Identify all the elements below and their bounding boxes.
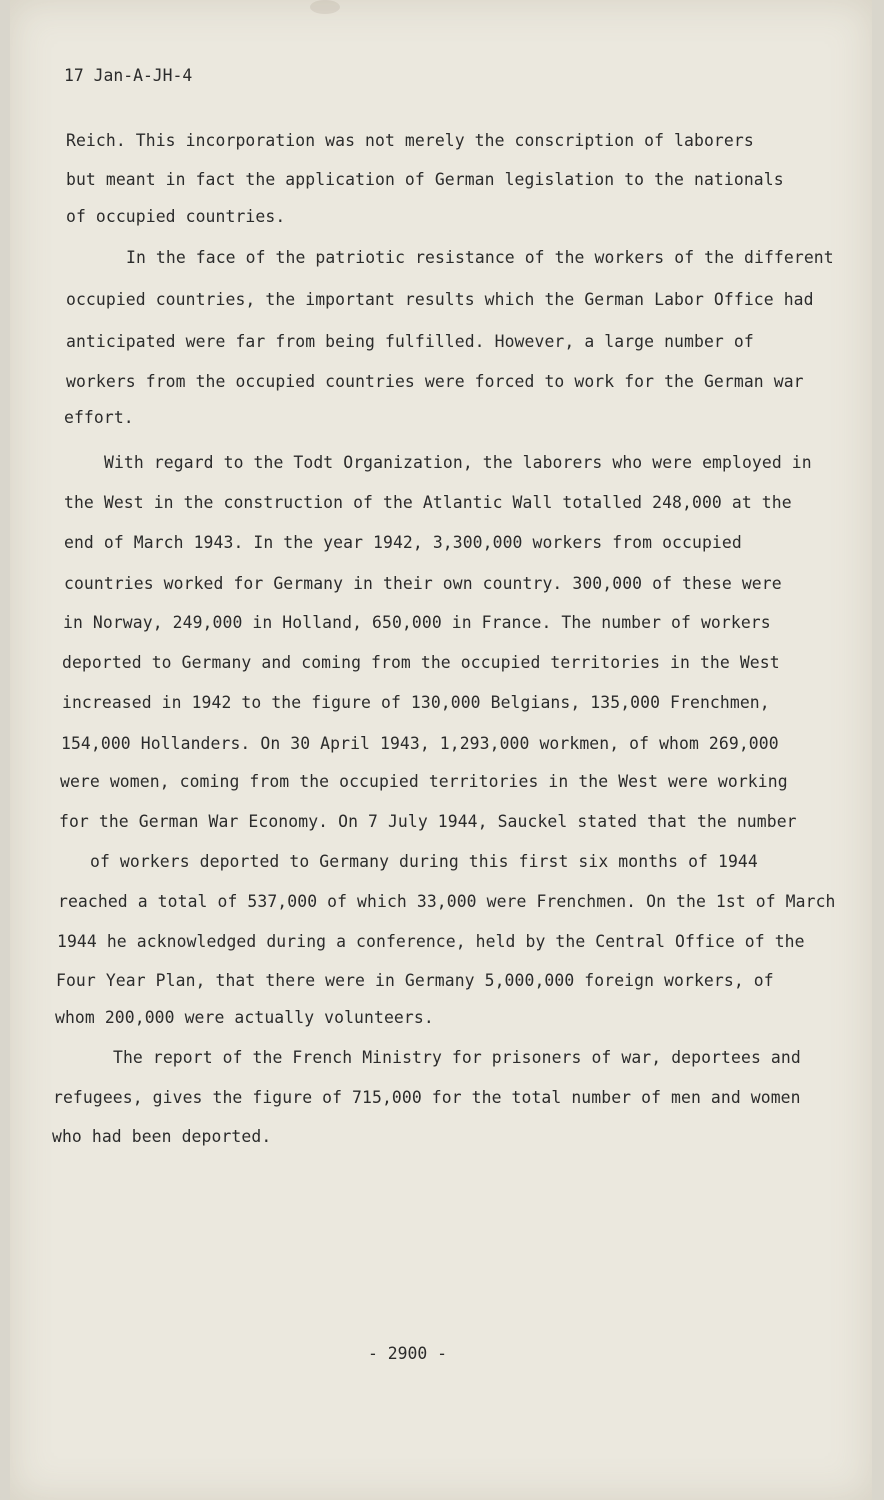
document-reference: 17 Jan-A-JH-4 bbox=[64, 66, 193, 85]
text-line: countries worked for Germany in their own country. 300,000 of these were bbox=[64, 574, 782, 593]
text-line: In the face of the patriotic resistance of the workers of the different bbox=[126, 248, 834, 267]
text-line: of workers deported to Germany during this first six months of 1944 bbox=[90, 852, 758, 871]
text-line: With regard to the Todt Organization, the laborers who were employed in bbox=[104, 453, 812, 472]
text-line: refugees, gives the figure of 715,000 for the total number of men and women bbox=[53, 1088, 801, 1107]
text-line: who had been deported. bbox=[52, 1127, 272, 1146]
text-line: end of March 1943. In the year 1942, 3,300,000 workers from occupied bbox=[64, 533, 742, 552]
text-line: but meant in fact the application of German legislation to the nationals bbox=[66, 170, 784, 189]
text-line: effort. bbox=[64, 408, 134, 427]
text-line: workers from the occupied countries were forced to work for the German war bbox=[66, 372, 804, 391]
paper-smudge bbox=[310, 0, 340, 14]
text-line: of occupied countries. bbox=[66, 207, 286, 226]
text-line: deported to Germany and coming from the occupied territories in the West bbox=[62, 653, 780, 672]
text-line: the West in the construction of the Atlantic Wall totalled 248,000 at the bbox=[64, 493, 792, 512]
text-line: The report of the French Ministry for prisoners of war, deportees and bbox=[113, 1048, 801, 1067]
text-line: anticipated were far from being fulfilled. However, a large number of bbox=[66, 332, 754, 351]
text-line: 154,000 Hollanders. On 30 April 1943, 1,293,000 workmen, of whom 269,000 bbox=[61, 734, 779, 753]
page-number: - 2900 - bbox=[368, 1344, 447, 1363]
text-line: Reich. This incorporation was not merely the conscription of laborers bbox=[66, 131, 754, 150]
text-line: in Norway, 249,000 in Holland, 650,000 in France. The number of workers bbox=[63, 613, 771, 632]
text-line: for the German War Economy. On 7 July 1944, Sauckel stated that the number bbox=[59, 812, 797, 831]
text-line: were women, coming from the occupied territories in the West were working bbox=[60, 772, 788, 791]
text-line: Four Year Plan, that there were in Germany 5,000,000 foreign workers, of bbox=[56, 971, 774, 990]
text-line: reached a total of 537,000 of which 33,000 were Frenchmen. On the 1st of March bbox=[58, 892, 836, 911]
text-line: 1944 he acknowledged during a conference, held by the Central Office of the bbox=[57, 932, 805, 951]
text-line: whom 200,000 were actually volunteers. bbox=[55, 1008, 434, 1027]
text-line: occupied countries, the important results which the German Labor Office had bbox=[66, 290, 814, 309]
text-line: increased in 1942 to the figure of 130,000 Belgians, 135,000 Frenchmen, bbox=[62, 693, 770, 712]
